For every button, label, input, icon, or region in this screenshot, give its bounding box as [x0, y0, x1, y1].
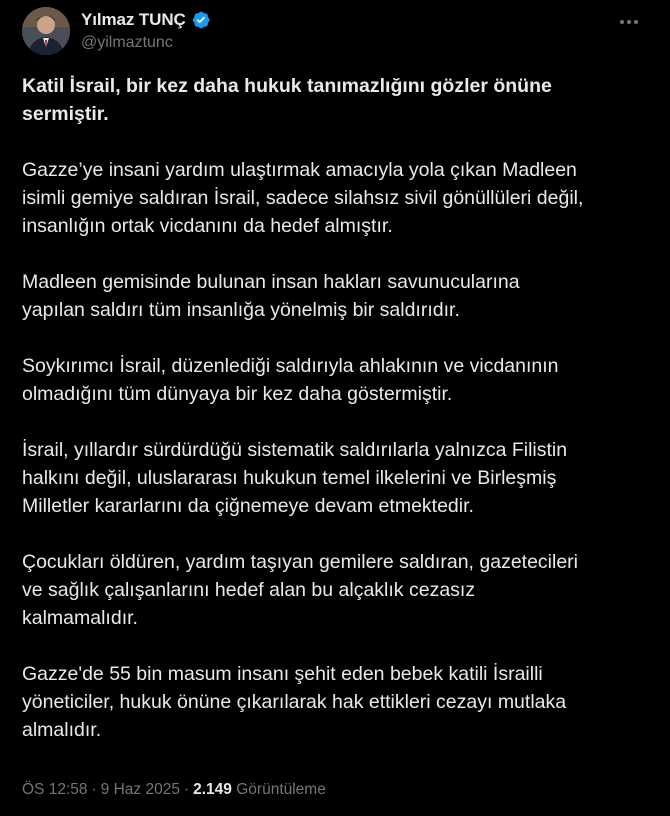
tweet-paragraph: Katil İsrail, bir kez daha hukuk tanımazlığını gözler önüne sermiştir. [22, 75, 552, 125]
tweet-text [22, 72, 652, 772]
tweet-meta [22, 781, 326, 799]
tweet-time[interactable]: ÖS 12:58 [22, 781, 88, 798]
tweet-paragraph: Soykırımcı İsrail, düzenlediği saldırıyla ahlakının ve vicdanının olmadığını tüm dünyaya bir kez daha göstermiştir. [22, 355, 559, 405]
author-info [81, 9, 211, 52]
handle[interactable]: @yilmaztunc [81, 34, 173, 51]
tweet-paragraph: Gazze'de 55 bin masum insanı şehit eden bebek katili İsrailli yöneticiler, hukuk önüne çıkarılarak hak ettikleri cezayı mutlaka almalıdır. [22, 663, 567, 741]
tweet-header [22, 7, 648, 57]
views-count: 2.149 [193, 781, 232, 798]
views-label: Görüntüleme [236, 781, 326, 798]
display-name[interactable]: Yılmaz TUNÇ [81, 10, 186, 29]
avatar[interactable] [22, 7, 70, 55]
meta-separator: · [183, 781, 190, 798]
meta-separator: · [91, 781, 97, 798]
tweet-paragraph: İsrail, yıllardır sürdürdüğü sistematik saldırılarla yalnızca Filistin halkını değil, uluslararası hukukun temel ilkelerini ve Birleşmiş Milletler kararlarını da çiğnemeye devam etmektedir. [22, 439, 568, 517]
tweet-date[interactable]: 9 Haz 2025 [100, 781, 180, 798]
tweet-paragraph: Madleen gemisinde bulunan insan hakları savunucularına yapılan saldırı tüm insanlığa yönelmiş bir saldırıdır. [22, 271, 520, 321]
verified-badge-icon [191, 10, 211, 30]
tweet-paragraph: Gazze’ye insani yardım ulaştırmak amacıyla yola çıkan Madleen isimli gemiye saldıran İsrail, sadece silahsız sivil gönüllüleri değil, insanlığın ortak vicdanını da hedef almıştır. [22, 159, 584, 237]
tweet-paragraph: Çocukları öldüren, yardım taşıyan gemilere saldıran, gazetecileri ve sağlık çalışanlarını hedef alan bu alçaklık cezasız kalmamalıdır. [22, 551, 579, 629]
more-options-icon[interactable] [616, 11, 642, 33]
